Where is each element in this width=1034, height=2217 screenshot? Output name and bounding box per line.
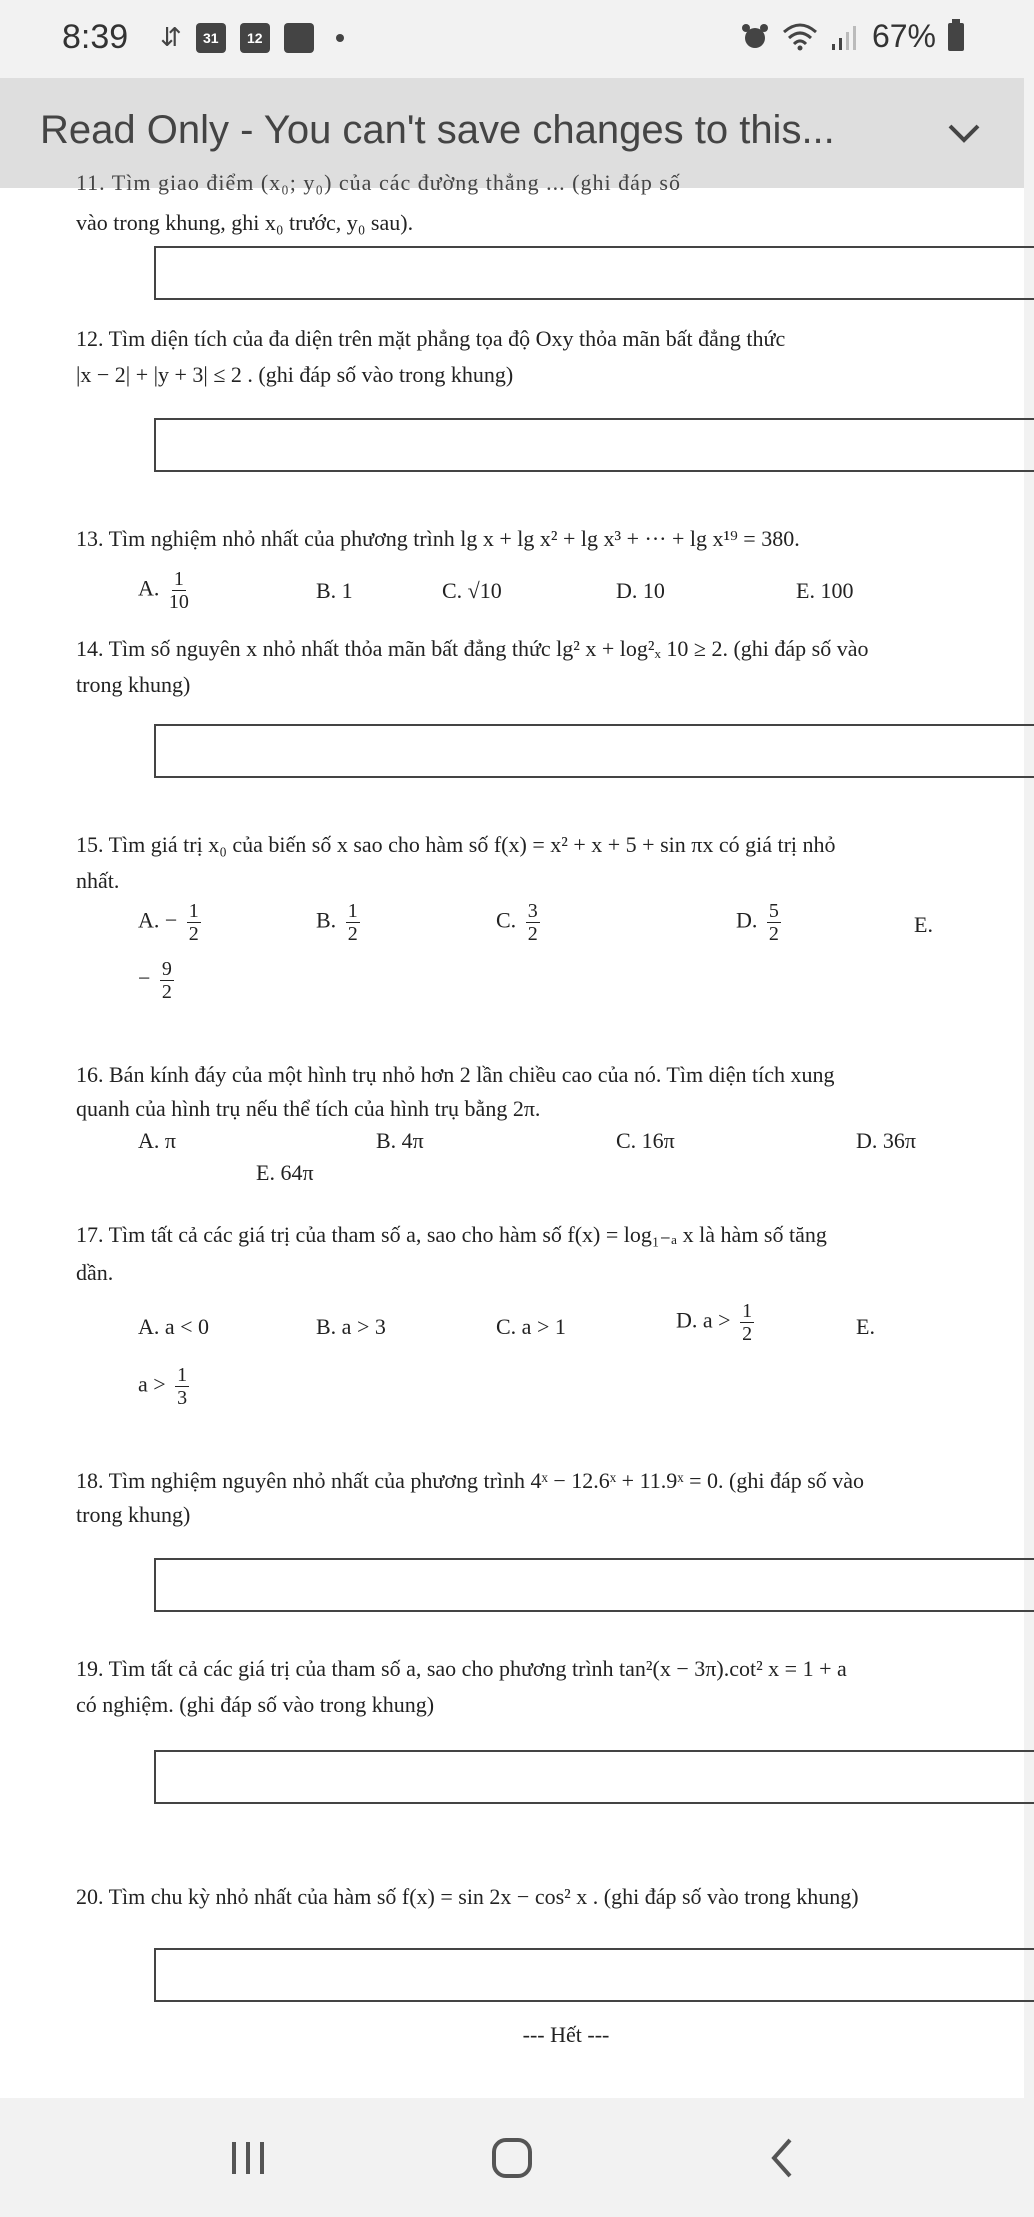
numerator: 3 bbox=[527, 900, 538, 922]
question-15-line-2: nhất. bbox=[76, 868, 120, 893]
answer-box-11[interactable] bbox=[154, 246, 1034, 300]
denominator: 2 bbox=[161, 981, 172, 1003]
denominator: 3 bbox=[177, 1387, 188, 1409]
numerator: 1 bbox=[742, 1300, 753, 1322]
fraction bbox=[346, 900, 360, 945]
option-d: D. 10 bbox=[616, 578, 665, 603]
question-16-line-1: 16. Bán kính đáy của một hình trụ nhỏ hơn 2 lần chiều cao của nó. Tìm diện tích xung bbox=[76, 1062, 835, 1087]
status-time: 8:39 bbox=[62, 18, 129, 56]
chevron-down-icon[interactable] bbox=[944, 120, 984, 148]
denominator: 2 bbox=[527, 923, 538, 945]
home-icon[interactable] bbox=[482, 2130, 542, 2186]
denominator: 2 bbox=[347, 923, 358, 945]
fraction bbox=[740, 1300, 754, 1345]
option-label: D. bbox=[736, 907, 758, 933]
alarm-icon bbox=[740, 22, 770, 52]
numerator: 9 bbox=[161, 958, 172, 980]
option-label: D. a > bbox=[676, 1307, 731, 1333]
option-c: C. 16π bbox=[616, 1128, 675, 1153]
fraction bbox=[767, 900, 781, 945]
option-e: E. bbox=[914, 912, 933, 937]
fraction bbox=[187, 900, 201, 945]
option-c: C. √10 bbox=[442, 578, 502, 603]
question-13-text: 13. Tìm nghiệm nhỏ nhất của phương trình lg x + lg x² + lg x³ + ··· + lg x¹⁹ = 380. bbox=[76, 526, 800, 551]
option-label: B. bbox=[316, 907, 337, 933]
question-11-cut-line: 11. Tìm giao điểm (x₀; y₀) của các đường thẳng ... (ghi đáp số bbox=[76, 170, 681, 195]
option-label: a > bbox=[138, 1371, 166, 1397]
numerator: 1 bbox=[188, 900, 199, 922]
option-e-value bbox=[138, 1364, 189, 1409]
question-18-line-2: trong khung) bbox=[76, 1502, 191, 1527]
notification-icon: ⇵ bbox=[160, 22, 182, 52]
option-a: A. a < 0 bbox=[138, 1314, 210, 1339]
calendar-icon: 12 bbox=[240, 23, 270, 53]
option-e: E. 64π bbox=[256, 1160, 314, 1185]
option-label: A. bbox=[138, 575, 160, 601]
notification-icons bbox=[160, 22, 344, 53]
question-11-text: vào trong khung, ghi x₀ trước, y₀ sau). bbox=[76, 210, 414, 235]
recent-apps-icon[interactable] bbox=[218, 2130, 278, 2186]
option-label: A. − bbox=[138, 907, 178, 933]
option-a bbox=[138, 568, 189, 613]
battery-icon bbox=[948, 23, 964, 51]
fraction bbox=[526, 900, 540, 945]
option-b: B. 4π bbox=[376, 1128, 424, 1153]
navigation-bar bbox=[0, 2098, 1024, 2217]
battery-percentage: 67% bbox=[871, 18, 936, 54]
option-b: B. a > 3 bbox=[316, 1314, 386, 1339]
denominator: 2 bbox=[742, 1323, 753, 1345]
denominator: 2 bbox=[188, 923, 199, 945]
denominator: 2 bbox=[768, 923, 779, 945]
numerator: 1 bbox=[177, 1364, 188, 1386]
question-12-line-2: |x − 2| + |y + 3| ≤ 2 . (ghi đáp số vào trong khung) bbox=[76, 362, 514, 387]
question-18-line-1: 18. Tìm nghiệm nguyên nhỏ nhất của phương trình 4ˣ − 12.6ˣ + 11.9ˣ = 0. (ghi đáp số vào bbox=[76, 1468, 865, 1493]
status-bar bbox=[0, 0, 1024, 78]
option-label: C. bbox=[496, 907, 517, 933]
answer-box-18[interactable] bbox=[154, 1558, 1034, 1612]
question-19-line-2: có nghiệm. (ghi đáp số vào trong khung) bbox=[76, 1692, 435, 1717]
numerator: 1 bbox=[347, 900, 358, 922]
question-17-line-1: 17. Tìm tất cả các giá trị của tham số a, sao cho hàm số f(x) = log₁₋ₐ x là hàm số tăng bbox=[76, 1222, 827, 1247]
fraction bbox=[160, 958, 174, 1003]
option-c: C. a > 1 bbox=[496, 1314, 566, 1339]
question-20-text: 20. Tìm chu kỳ nhỏ nhất của hàm số f(x) = sin 2x − cos² x . (ghi đáp số vào trong khung) bbox=[76, 1884, 859, 1909]
question-14-line-2: trong khung) bbox=[76, 672, 191, 697]
option-b: B. 1 bbox=[316, 578, 353, 603]
answer-box-12[interactable] bbox=[154, 418, 1034, 472]
app-icon bbox=[284, 23, 314, 53]
question-14-line-1: 14. Tìm số nguyên x nhỏ nhất thỏa mãn bất đẳng thức lg² x + log²ₓ 10 ≥ 2. (ghi đáp số vào bbox=[76, 636, 869, 661]
question-16-line-2: quanh của hình trụ nếu thể tích của hình trụ bằng 2π. bbox=[76, 1096, 541, 1121]
signal-icon bbox=[830, 22, 860, 52]
fraction bbox=[175, 1364, 189, 1409]
question-15-line-1: 15. Tìm giá trị x₀ của biến số x sao cho hàm số f(x) = x² + x + 5 + sin πx có giá trị nhỏ bbox=[76, 832, 836, 857]
end-marker: --- Hết --- bbox=[522, 2022, 610, 2047]
numerator: 5 bbox=[768, 900, 779, 922]
fraction bbox=[169, 568, 189, 613]
option-e-value bbox=[138, 958, 174, 1003]
numerator: 1 bbox=[173, 568, 184, 590]
minus-sign: − bbox=[138, 965, 151, 991]
answer-box-20[interactable] bbox=[154, 1948, 1034, 2002]
question-17-line-2: dần. bbox=[76, 1260, 114, 1285]
answer-box-19[interactable] bbox=[154, 1750, 1034, 1804]
option-e: E. bbox=[856, 1314, 875, 1339]
calendar-icon: 31 bbox=[196, 23, 226, 53]
denominator: 10 bbox=[168, 591, 189, 613]
document-page bbox=[0, 170, 1024, 2098]
read-only-message: Read Only - You can't save changes to this... bbox=[40, 108, 835, 152]
option-d: D. 36π bbox=[856, 1128, 916, 1153]
back-icon[interactable] bbox=[752, 2130, 812, 2186]
option-c bbox=[496, 900, 540, 945]
system-icons bbox=[740, 18, 964, 55]
option-d bbox=[676, 1300, 754, 1345]
more-notifications-icon bbox=[336, 34, 344, 42]
wifi-icon bbox=[782, 22, 818, 52]
question-19-line-1: 19. Tìm tất cả các giá trị của tham số a, sao cho phương trình tan²(x − 3π).cot² x = 1 + a bbox=[76, 1656, 847, 1681]
option-e: E. 100 bbox=[796, 578, 854, 603]
answer-box-14[interactable] bbox=[154, 724, 1034, 778]
option-a: A. π bbox=[138, 1128, 176, 1153]
option-d bbox=[736, 900, 781, 945]
option-b bbox=[316, 900, 360, 945]
option-a bbox=[138, 900, 201, 945]
question-12-line-1: 12. Tìm diện tích của đa diện trên mặt phẳng tọa độ Oxy thỏa mãn bất đẳng thức bbox=[76, 326, 786, 351]
